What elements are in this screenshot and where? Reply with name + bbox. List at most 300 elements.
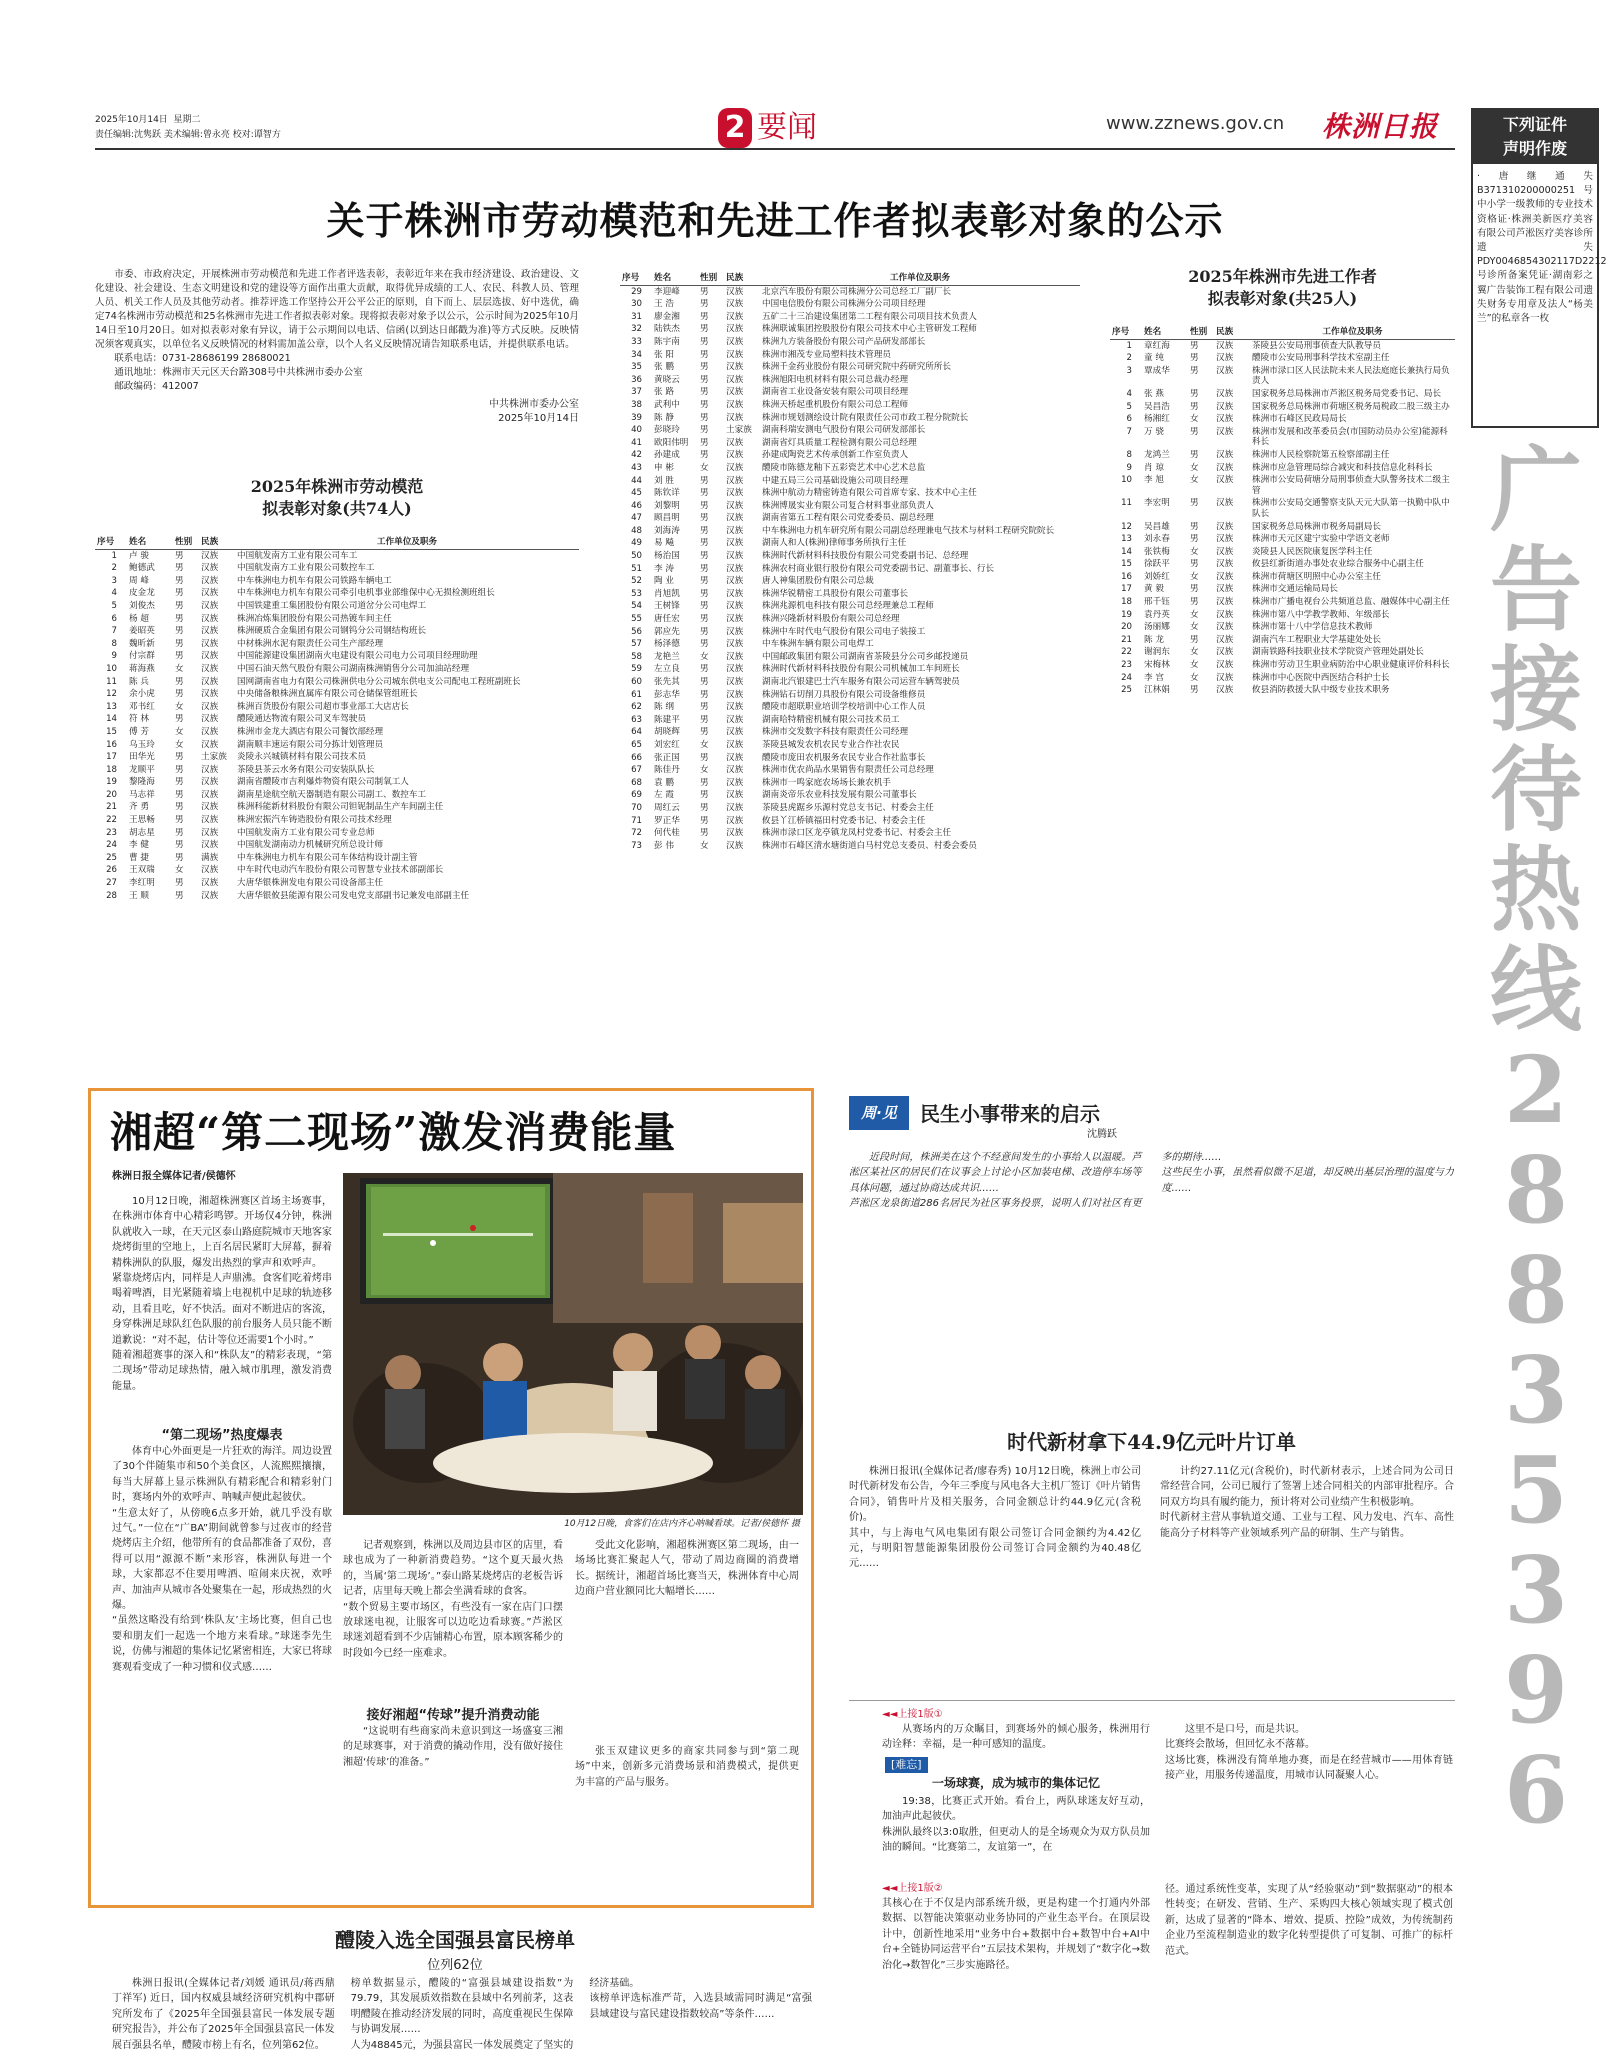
labor-model-row	[620, 537, 1080, 550]
labor-model-row	[620, 563, 1080, 576]
person-ethnicity: 汉族	[726, 563, 744, 574]
website-url: www.zznews.gov.cn	[1106, 113, 1285, 134]
person-position: 中车株洲车辆有限公司电焊工	[762, 639, 874, 650]
row-number: 10	[106, 663, 117, 674]
labor-model-row	[620, 500, 1080, 513]
person-ethnicity: 汉族	[201, 815, 219, 826]
person-name: 吴昌雄	[1144, 521, 1170, 532]
row-number: 13	[1121, 534, 1132, 545]
person-name: 汤丽娜	[1144, 622, 1170, 633]
advanced-worker-row	[1110, 449, 1455, 462]
labor-model-row	[95, 562, 579, 575]
person-sex: 男	[700, 677, 709, 687]
person-position: 株洲市交通运输局局长	[1252, 584, 1338, 595]
row-number: 67	[631, 765, 642, 776]
article3-headline: 醴陵入选全国强县富民榜单	[335, 1928, 575, 1952]
row-number: 63	[631, 714, 642, 725]
labor-model-row	[620, 462, 1080, 475]
person-sex: 男	[700, 525, 709, 536]
row-number: 41	[631, 437, 642, 448]
person-name: 乌玉玲	[129, 739, 155, 750]
labor-model-row	[95, 726, 579, 739]
labor-model-row	[95, 839, 579, 852]
advanced-worker-row	[1110, 413, 1455, 426]
person-ethnicity: 汉族	[726, 538, 744, 549]
person-name: 李 宫	[1144, 672, 1164, 683]
row-number: 2	[1126, 353, 1132, 364]
postal-code: 邮政编码：412007	[114, 381, 199, 392]
person-sex: 男	[700, 437, 709, 448]
person-name: 龙鸿兰	[1144, 449, 1170, 460]
row-number: 68	[631, 777, 642, 788]
person-position: 株洲市渌口区人民法院未来人民法庭庭长兼执行局负责人	[1252, 365, 1450, 387]
person-ethnicity: 汉族	[201, 890, 219, 901]
person-ethnicity: 汉族	[726, 815, 744, 826]
person-name: 宋梅林	[1144, 660, 1170, 671]
labor-model-row	[620, 575, 1080, 588]
person-position: 湖南省第五工程有限公司党委委员、副总经理	[762, 513, 934, 524]
person-ethnicity: 汉族	[201, 663, 219, 674]
person-position: 中车株洲电力机车有限公司铁路车辆电工	[237, 575, 392, 586]
labor-model-row	[620, 689, 1080, 702]
person-ethnicity: 汉族	[201, 701, 219, 712]
row-number: 11	[106, 676, 117, 687]
person-position: 中国航发湖南动力机械研究所总设计师	[237, 840, 384, 851]
person-name: 肖 琼	[1144, 462, 1164, 473]
header-rule	[95, 148, 1455, 150]
person-sex: 男	[1190, 426, 1199, 437]
continued-body-4: 其核心在于不仅是内部系统升级，更是构建一个打通内外部数据、以智能决策驱动业务协同的产业生态平台。在顶层设计中，创新性地采用“业务中台+数据中台+数智中台+AI中台+全链协同运营平台”五层技术架构，并规划了“数字化→数治化→数智化”三步实施路径。	[882, 1898, 1150, 1971]
feature-byline: 株洲日报全媒体记者/侯德怀	[112, 1171, 236, 1182]
person-sex: 男	[1190, 521, 1199, 532]
person-sex: 男	[700, 689, 709, 700]
row-number: 21	[106, 802, 117, 813]
person-position: 株洲冶炼集团股份有限公司热镀车间主任	[237, 613, 392, 624]
labor-model-row	[620, 802, 1080, 815]
person-sex: 男	[700, 626, 709, 637]
person-sex: 女	[1190, 609, 1199, 620]
person-position: 中央储备粮株洲直属库有限公司仓储保管组班长	[237, 689, 418, 700]
person-name: 徐跃平	[1144, 559, 1170, 570]
person-name: 彭 伟	[654, 840, 674, 851]
labor-model-row	[95, 713, 579, 726]
person-ethnicity: 汉族	[201, 651, 219, 662]
person-sex: 女	[175, 701, 184, 712]
person-ethnicity: 汉族	[201, 827, 219, 838]
labor-model-row	[620, 600, 1080, 613]
person-ethnicity: 汉族	[1216, 462, 1234, 473]
person-sex: 男	[700, 475, 709, 486]
labor-models-table-1: 序号 姓名 性别 民族 工作单位及职务 1 卢 骏 男 汉族 中国航发南方工业有限公司车工 2 鲍德武 男 汉族 中国航发南方工业有限公司数控车工 3 周 峰 男 汉族 中车株洲电力机车有限公司铁路车辆电工 4 皮金龙 男 汉族 中车株洲电力机车有限公司牵引电机事业部维保中心无损检测班组长 5 刘俊杰 男 汉族 中国铁建重工集团股份有限公司道岔分公司电焊工 6 杨 超 男 汉族 株洲冶炼集团股份有限公司热镀车间主任 7 姜昭英 男 汉族 株洲硬质合金集团有限公司钢钨分公司钢结构班长 8 魏昕新 男 汉族 中材株洲水泥有限责任公司生产部经理 9 付宗群 男 汉族 中国能源建设集团湖南火电建设有限公司电力公司项目经理助理 10 蒋海燕 女 汉族 中国石油天然气股份有限公司湖南株洲销售分公司加油站经理 11 陈 兵 男 汉族 国网湖南省电力有限公司株洲供电分公司城东供电支公司配电工程班副班长 12 余小虎 男 汉族 中央储备粮株洲直属库有限公司仓储保管组班长 13 邓书红 女 汉族 株洲百货股份有限公司超市事业部工大店店长 14 符 林 男 汉族 醴陵通达物流有限公司叉车驾驶员 15 傅 芳 女 汉族 株洲市金龙大酒店有限公司餐饮部经理 16 乌玉玲 女 汉族 湖南顺丰速运有限公司分拣计划管理员 17 田华光 男 土家族 炎陵永兴城镇材料有限公司技术员 18 龙顺平 男 汉族 茶陵县茶云水务有限公司安装队队长 19 黎隆海 男 汉族 湖南省醴陵市吉利爆炸物资有限公司制氧工人 20 马志祥 男 汉族 湖南星途航空航天器制造有限公司副工、数控车工 21 齐 勇 男 汉族 株洲科能新材料股份有限公司钽铌制品生产车间副主任 22 王思畅 男 汉族 株洲宏振汽车铸造股份有限公司技术经理 23 胡志星 男 汉族 中国航发南方工业有限公司专业总师 24 李 健 男 汉族 中国航发湖南动力机械研究所总设计师 25 曹 捷 男 满族 中车株洲电力机车有限公司车体结构设计副主管 26 王双瑞 女 汉族 中车时代电动汽车股份有限公司智慧专业技术部副部长 27 李红明 男 汉族 大唐华银株洲发电有限公司设备部主任 28 王 顺 男 汉族 大唐华银攸县能源有限公司发电党支部副书记兼发电部副主任	[95, 536, 579, 902]
labor-models-title: 2025年株洲市劳动模范 拟表彰对象(共74人)	[250, 477, 424, 518]
person-name: 黄晓云	[654, 374, 680, 385]
row-number: 44	[631, 475, 642, 486]
row-number: 33	[631, 336, 642, 347]
person-name: 王树锋	[654, 601, 680, 612]
person-name: 周红云	[654, 802, 680, 813]
row-number: 10	[1121, 475, 1132, 486]
person-position: 中材株洲水泥有限责任公司生产部经理	[237, 638, 384, 649]
person-position: 唐人神集团股份有限公司总裁	[762, 576, 874, 587]
person-sex: 男	[700, 601, 709, 612]
labor-model-row	[620, 424, 1080, 437]
row-number: 57	[631, 639, 642, 650]
person-name: 李 涛	[654, 563, 674, 574]
person-position: 攸县红新街道办事处农业综合服务中心副主任	[1252, 559, 1424, 570]
person-sex: 男	[700, 488, 709, 499]
issue-date-sign: 2025年10月14日	[498, 413, 579, 424]
row-number: 9	[1126, 462, 1132, 473]
labor-model-row	[620, 437, 1080, 450]
article3-body: 株洲日报讯(全媒体记者/刘媛 通讯员/蒋西鼎 丁祥军) 近日，国内权威县域经济研究机构中郡研究所发布了《2025年全国强县富民一体发展专题研究报告》，并公布了2025年全国强县富民一体发展百强县名单，醴陵市榜上有名，位列第62位。 榜单数据显示，醴陵的“富强县域建设指数”为79.79，其发展质效指数在县域中名列前茅，这表明醴陵在推动经济发展的同时，高度重视民生保障与协调发展…… 人为48845元，为强县富民一体发展奠定了坚实的经济基础。 该榜单评选标准严苛，入选县域需同时满足“富强县域建设与富民建设指数较高”等条件……	[112, 1978, 812, 2051]
person-sex: 男	[175, 802, 184, 813]
row-number: 31	[631, 311, 642, 322]
person-position: 株洲中航动力精密铸造有限公司首席专家、技术中心主任	[762, 488, 977, 499]
person-ethnicity: 汉族	[1216, 597, 1234, 608]
person-name: 袁 鹏	[654, 777, 674, 788]
labor-model-row	[620, 626, 1080, 639]
article2-body-right: 计约27.11亿元(含税价)，时代新材表示，上述合同为公司日常经营合同，公司已履行了签署上述合同相关的内部审批程序。合同双方均具有履约能力，预计将对公司业绩产生积极影响。 时代新材主营从事轨道交通、工业与工程、风力发电、汽车、高性能高分子材料等产业领域系列产品的研制、生产与销售。	[1160, 1466, 1454, 1539]
person-name: 皮金龙	[129, 588, 155, 599]
labor-model-row	[620, 827, 1080, 840]
labor-model-row	[620, 374, 1080, 387]
person-position: 株洲市渌口区龙亭镇龙凤村党委书记、村委会主任	[762, 828, 952, 839]
person-name: 刘 胜	[654, 475, 674, 486]
feature-body-middle-2: “这说明有些商家尚未意识到这一场盛宴三湘的足球赛事，对于消费的撬动作用，没有做好接住湘超‘传球’的准备。”	[343, 1726, 563, 1768]
person-position: 中车时代电动汽车股份有限公司智慧专业技术部副部长	[237, 865, 444, 876]
person-position: 株洲博晟实业有限公司复合材料事业部负责人	[762, 500, 934, 511]
person-name: 陶 业	[654, 576, 674, 587]
person-name: 童 纯	[1144, 353, 1164, 364]
contact-phone: 联系电话：0731-28686199 28680021	[114, 353, 291, 364]
person-ethnicity: 汉族	[726, 639, 744, 650]
continued-lead-1: ◄◄上接1版①	[882, 1709, 943, 1720]
labor-model-row	[620, 764, 1080, 777]
person-position: 醴陵市庞田农机服务农民专业合作社监事长	[762, 752, 926, 763]
person-ethnicity: 汉族	[726, 626, 744, 637]
person-position: 株洲天桥起重机股份有限公司总工程师	[762, 399, 909, 410]
person-ethnicity: 汉族	[201, 600, 219, 611]
row-number: 2	[111, 563, 117, 574]
person-sex: 女	[1190, 462, 1199, 473]
person-sex: 男	[175, 563, 184, 574]
person-position: 醴陵市公安局刑事科学技术室副主任	[1252, 353, 1390, 364]
person-position: 株洲市公安局交通警察支队天元大队第一执勤中队中队长	[1252, 498, 1450, 519]
person-ethnicity: 汉族	[1216, 571, 1234, 582]
person-ethnicity: 汉族	[1216, 634, 1234, 645]
person-sex: 女	[175, 663, 184, 674]
person-ethnicity: 汉族	[726, 362, 744, 373]
row-number: 46	[631, 500, 642, 511]
row-number: 23	[106, 827, 117, 838]
person-sex: 男	[1190, 401, 1199, 412]
person-position: 株洲市广播电视台公共频道总监、融媒体中心副主任	[1252, 597, 1450, 608]
row-number: 73	[631, 840, 642, 851]
continued-body-2: 19:38，比赛正式开始。看台上，两队球迷友好互动，加油声此起彼伏。 株洲队最终以3:0取胜，但更动人的是全场观众为双方队员加油的瞬间。“比赛第二，友谊第一”，在	[882, 1796, 1150, 1854]
row-number: 40	[631, 425, 642, 436]
person-position: 株洲市公安局荷塘分局刑事侦查大队警务技术二级主管	[1252, 475, 1450, 496]
row-number: 19	[1121, 609, 1132, 620]
person-ethnicity: 汉族	[726, 702, 744, 713]
labor-model-row	[95, 751, 579, 764]
person-position: 湖南省工业设备安装有限公司项目经理	[762, 387, 909, 398]
person-name: 杨湘红	[1144, 414, 1170, 425]
person-name: 陈 兵	[129, 676, 149, 687]
row-number: 42	[631, 450, 642, 461]
person-sex: 男	[700, 563, 709, 574]
commentary-byline: 沈腾跃	[1087, 1129, 1117, 1140]
person-name: 刘俊杰	[129, 600, 155, 611]
labor-model-row	[95, 776, 579, 789]
person-position: 株洲市荷塘区明照中心办公室主任	[1252, 571, 1381, 582]
person-name: 张 路	[654, 387, 674, 398]
person-ethnicity: 汉族	[726, 336, 744, 347]
person-position: 株洲市人民检察院第五检察部副主任	[1252, 449, 1390, 460]
person-name: 陈 静	[654, 412, 674, 423]
labor-model-row	[95, 549, 579, 562]
row-number: 30	[631, 299, 642, 310]
person-position: 五矿二十三冶建设集团第二工程有限公司项目技术负责人	[762, 311, 977, 322]
advanced-worker-row	[1110, 672, 1455, 685]
person-name: 申 彬	[654, 462, 674, 473]
person-position: 株洲市优农尚品水果销售有限责任公司总经理	[762, 765, 934, 776]
person-name: 黎隆海	[129, 777, 155, 788]
row-number: 27	[106, 878, 117, 889]
person-name: 刘娇红	[1144, 571, 1170, 582]
person-position: 北京汽车股份有限公司株洲分公司总经工厂副厂长	[762, 286, 952, 297]
person-ethnicity: 汉族	[726, 727, 744, 738]
person-sex: 男	[700, 299, 709, 310]
person-ethnicity: 汉族	[201, 840, 219, 851]
advanced-worker-row	[1110, 609, 1455, 622]
person-name: 杨泽德	[654, 639, 680, 650]
row-number: 3	[111, 575, 117, 586]
advanced-worker-row	[1110, 462, 1455, 475]
article2-body-left: 株洲日报讯(全媒体记者/廖春秀) 10月12日晚，株洲上市公司时代新材发布公告，今年三季度与风电各大主机厂签订《叶片销售合同》，销售叶片及相关服务，合同金额总计约44.9亿元(含税价)。 其中，与上海电气风电集团有限公司签订合同金额约为4.42亿元，与明阳智慧能源集团股份公司签订合同金额约为40.48亿元……	[849, 1466, 1141, 1570]
person-ethnicity: 汉族	[201, 689, 219, 700]
person-sex: 女	[700, 651, 709, 662]
advanced-workers-table: 序号 姓名 性别 民族 工作单位及职务 1 章红海 男 汉族 茶陵县公安局刑事侦查大队教导员 2 童 纯 男 汉族 醴陵市公安局刑事科学技术室副主任 3 覃成华 男 汉族 株洲市渌口区人民法院未来人民法庭庭长兼执行局负责人 4 张 燕 男 汉族 国家税务总局株洲市芦淞区税务局党委书记、局长 5 吴昌浩 男 汉族 国家税务总局株洲市荷塘区税务局税政二股三级主办 6 杨湘红 女 汉族 株洲市石峰区民政局局长 7 万 骁 男 汉族 株洲市发展和改革委员会(市国防动员办公室)能源科科长 8 龙鸿兰 男 汉族 株洲市人民检察院第五检察部副主任 9 肖 琼 女 汉族 株洲市应急管理局综合减灾和科技信息化科科长 10 李 旭 女 汉族 株洲市公安局荷塘分局刑事侦查大队警务技术二级主管 11 李宏明 男 汉族 株洲市公安局交通警察支队天元大队第一执勤中队中队长 12 吴昌雄 男 汉族 国家税务总局株洲市税务局副局长 13 刘永春 男 汉族 株洲市天元区建宁实验中学语文老师 14 张铁梅 女 汉族 炎陵县人民医院康复医学科主任 15 徐跃平 男 汉族 攸县红新街道办事处农业综合服务中心副主任 16 刘娇红 女 汉族 株洲市荷塘区明照中心办公室主任 17 黄 毅 男 汉族 株洲市交通运输局局长 18 邢千钰 男 汉族 株洲市广播电视台公共频道总监、融媒体中心副主任 19 袁丹英 女 汉族 株洲市第八中学教学教师、年级部长 20 汤丽娜 女 汉族 株洲市第十八中学信息技术教师 21 陈 龙 男 汉族 湖南汽车工程职业大学基建处处长 22 谢润东 女 汉族 湖南铁路科技职业技术学院资产管理处副处长 23 宋梅林 女 汉族 株洲市劳动卫生职业病防治中心职业健康评价科科长 24 李 宫 女 汉族 株洲市中心医院中西医结合科护士长 25 江林娟 男 汉族 攸县消防救援大队中级专业技术职务	[1110, 326, 1455, 697]
person-sex: 男	[1190, 449, 1199, 460]
person-name: 江林娟	[1144, 685, 1170, 696]
person-ethnicity: 汉族	[201, 764, 219, 775]
row-number: 37	[631, 387, 642, 398]
labor-model-row	[95, 600, 579, 613]
person-name: 易 飚	[654, 538, 674, 549]
person-sex: 男	[700, 588, 709, 599]
person-position: 株洲硬质合金集团有限公司钢钨分公司钢结构班长	[237, 626, 427, 637]
person-position: 湖南省醴陵市吉利爆炸物资有限公司制氧工人	[237, 777, 409, 788]
person-name: 刘海涛	[654, 525, 680, 536]
person-name: 胡晓辉	[654, 727, 680, 738]
row-number: 66	[631, 752, 642, 763]
person-position: 中国航发南方工业有限公司车工	[237, 550, 358, 561]
row-number: 35	[631, 362, 642, 373]
labor-model-row	[620, 777, 1080, 790]
person-sex: 男	[700, 374, 709, 385]
person-sex: 男	[700, 538, 709, 549]
row-number: 1	[111, 550, 117, 561]
person-name: 龙艳兰	[654, 651, 680, 662]
person-position: 中车株洲电力机车有限公司牵引电机事业部维保中心无损检测班组长	[237, 588, 495, 599]
labor-model-row	[620, 285, 1080, 298]
feature-body-right-2: 张玉双建议更多的商家共同参与到“第二现场”中来，创新多元消费场景和消费模式，提供更为丰富的产品与服务。	[575, 1746, 799, 1788]
issuer: 中共株洲市委办公室	[489, 399, 579, 410]
person-sex: 男	[700, 311, 709, 322]
person-ethnicity: 汉族	[201, 789, 219, 800]
person-position: 株洲市规划测绘设计院有限责任公司市政工程分院院长	[762, 412, 969, 423]
person-sex: 男	[700, 714, 709, 725]
person-name: 何代桂	[654, 828, 680, 839]
person-name: 杨 超	[129, 613, 149, 624]
person-position: 株洲市第十八中学信息技术教师	[1252, 622, 1373, 633]
person-name: 陈 纲	[654, 702, 674, 713]
person-ethnicity: 汉族	[1216, 622, 1234, 633]
advanced-worker-row	[1110, 646, 1455, 659]
feature-subhead-1: “第二现场”热度爆表	[161, 1428, 283, 1443]
person-position: 炎陵县人民医院康复医学科主任	[1252, 546, 1373, 557]
labor-model-row	[95, 575, 579, 588]
person-position: 株洲农村商业银行股份有限公司党委副书记、副董事长、行长	[762, 563, 995, 574]
person-position: 株洲九方装备股份有限公司产品研发部部长	[762, 336, 926, 347]
person-ethnicity: 汉族	[1216, 660, 1234, 671]
person-sex: 男	[175, 588, 184, 599]
person-position: 株洲市劳动卫生职业病防治中心职业健康评价科科长	[1252, 660, 1450, 671]
labor-model-row	[620, 726, 1080, 739]
row-number: 16	[1121, 571, 1132, 582]
advanced-worker-row	[1110, 659, 1455, 672]
continued-body-5: 径。通过系统性变革，实现了从“经验驱动”到“数据驱动”的根本性转变；在研发、营销、生产、采购四大核心领域实现了模式创新，达成了显著的“降本、增效、提质、控险”成效，为传统制药企业乃至流程制造业的数字化转型提供了可复制、可推广的标杆范式。	[1165, 1884, 1453, 1957]
person-position: 湖南科瑞安测电气股份有限公司研发部部长	[762, 425, 926, 436]
person-sex: 女	[1190, 414, 1199, 425]
person-ethnicity: 汉族	[1216, 672, 1234, 683]
person-position: 株洲钻石切削刀具股份有限公司设备维修员	[762, 689, 926, 700]
article3-subhead: 位列62位	[427, 1958, 483, 1973]
advanced-worker-row	[1110, 583, 1455, 596]
person-name: 吴昌浩	[1144, 401, 1170, 412]
person-ethnicity: 汉族	[201, 638, 219, 649]
person-sex: 男	[700, 450, 709, 461]
person-sex: 男	[175, 840, 184, 851]
person-name: 张先其	[654, 677, 680, 687]
column-label-badge: 周·见	[849, 1096, 909, 1130]
person-position: 株洲市一鸣家庭农场场长兼农机手	[762, 777, 891, 788]
person-sex: 男	[1190, 340, 1199, 351]
person-name: 张正国	[654, 752, 680, 763]
person-sex: 男	[700, 828, 709, 839]
person-ethnicity: 汉族	[201, 802, 219, 813]
person-position: 中国邮政集团有限公司湖南省茶陵县分公司乡邮投递员	[762, 651, 969, 662]
person-name: 郭应先	[654, 626, 680, 637]
row-number: 25	[1121, 685, 1132, 696]
person-position: 株洲华锐精密工具股份有限公司董事长	[762, 588, 909, 599]
person-sex: 女	[700, 739, 709, 750]
person-sex: 女	[1190, 647, 1199, 658]
person-name: 蒋海燕	[129, 663, 155, 674]
person-sex: 男	[1190, 559, 1199, 570]
person-sex: 女	[1190, 660, 1199, 671]
person-position: 湖南星途航空航天器制造有限公司副工、数控车工	[237, 789, 427, 800]
row-number: 56	[631, 626, 642, 637]
row-number: 13	[106, 701, 117, 712]
person-ethnicity: 汉族	[726, 450, 744, 461]
labor-model-row	[620, 361, 1080, 374]
person-name: 彭志华	[654, 689, 680, 700]
commentary-body: 近段时间，株洲美在这个不经意间发生的小事给人以温暖。芦淞区某社区的居民们在议事会上讨论小区加装电梯、改造停车场等具体问题，通过协商达成共识…… 芦淞区龙泉街道286名居民为社区事务投票，说明人们对社区有更多的期待…… 这些民生小事，虽然看似微不足道，却反映出基层治理的温度与力度……	[849, 1152, 1454, 1210]
person-ethnicity: 汉族	[726, 828, 744, 839]
person-position: 株洲千金药业股份有限公司研究院中药研究所所长	[762, 362, 952, 373]
labor-model-row	[95, 587, 579, 600]
person-position: 株洲科能新材料股份有限公司钽铌制品生产车间副主任	[237, 802, 444, 813]
advanced-worker-row	[1110, 558, 1455, 571]
labor-model-row	[95, 852, 579, 865]
row-number: 72	[631, 828, 642, 839]
person-sex: 男	[700, 802, 709, 813]
person-position: 大唐华银攸县能源有限公司发电党支部副书记兼发电部副主任	[237, 890, 470, 901]
person-position: 湖南炎帝乐农业科技发展有限公司董事长	[762, 790, 917, 801]
person-sex: 男	[1190, 597, 1199, 608]
advanced-worker-row	[1110, 497, 1455, 520]
row-number: 3	[1126, 365, 1132, 376]
person-ethnicity: 汉族	[726, 437, 744, 448]
person-ethnicity: 汉族	[1216, 647, 1234, 658]
person-position: 湖南顺丰速运有限公司分拣计划管理员	[237, 739, 384, 750]
labor-model-row	[95, 814, 579, 827]
person-sex: 男	[700, 576, 709, 587]
row-number: 12	[1121, 521, 1132, 532]
newspaper-logo: 株洲日报	[1322, 110, 1439, 143]
person-ethnicity: 汉族	[726, 349, 744, 360]
person-sex: 男	[175, 752, 184, 763]
continued-lead-2: ◄◄上接1版②	[882, 1883, 943, 1894]
person-ethnicity: 汉族	[1216, 388, 1234, 399]
person-position: 株洲市石峰区民政局局长	[1252, 414, 1347, 425]
person-name: 欧阳伟明	[654, 437, 689, 448]
person-ethnicity: 汉族	[726, 677, 744, 687]
person-sex: 女	[700, 765, 709, 776]
person-name: 付宗群	[129, 651, 155, 662]
person-sex: 男	[175, 689, 184, 700]
person-position: 中国石油天然气股份有限公司湖南株洲销售分公司加油站经理	[237, 663, 470, 674]
person-ethnicity: 汉族	[201, 563, 219, 574]
person-position: 攸县消防救援大队中级专业技术职务	[1252, 685, 1390, 696]
row-number: 24	[1121, 672, 1132, 683]
person-name: 陈 龙	[1144, 634, 1164, 645]
row-number: 26	[106, 865, 117, 876]
person-position: 株洲市金龙大酒店有限公司餐饮部经理	[237, 726, 384, 737]
row-number: 60	[631, 677, 642, 687]
person-position: 株洲旭阳电机材料有限公司总裁办经理	[762, 374, 909, 385]
person-position: 株洲联诚集团控股股份有限公司技术中心主管研发工程师	[762, 324, 977, 335]
person-position: 国家税务总局株洲市税务局副局长	[1252, 521, 1381, 532]
row-number: 20	[106, 789, 117, 800]
advanced-worker-row	[1110, 474, 1455, 497]
person-position: 株洲宏振汽车铸造股份有限公司技术经理	[237, 815, 392, 826]
person-position: 株洲市应急管理局综合减灾和科技信息化科科长	[1252, 462, 1433, 473]
row-number: 34	[631, 349, 642, 360]
person-name: 王思畅	[129, 815, 155, 826]
advanced-workers-title: 2025年株洲市先进工作者 拟表彰对象(共25人)	[1188, 267, 1377, 308]
person-ethnicity: 汉族	[726, 664, 744, 675]
person-name: 邓书红	[129, 701, 155, 712]
person-sex: 男	[700, 815, 709, 826]
person-position: 中车株洲电力机车有限公司车体结构设计副主管	[237, 852, 418, 863]
labor-model-row	[95, 890, 579, 903]
person-position: 国家税务总局株洲市芦淞区税务局党委书记、局长	[1252, 388, 1442, 399]
row-number: 38	[631, 399, 642, 410]
person-sex: 女	[1190, 622, 1199, 633]
person-name: 李迎峰	[654, 286, 680, 297]
